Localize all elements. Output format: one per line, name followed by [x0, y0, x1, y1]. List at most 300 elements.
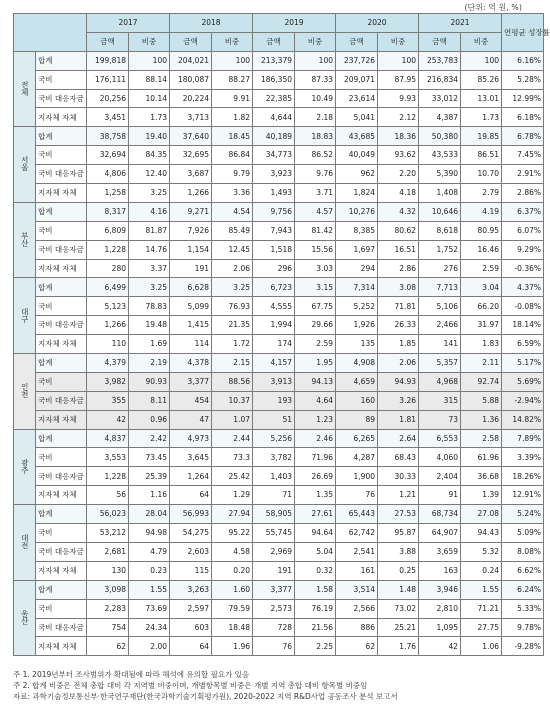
share-cell: 87.33 [295, 70, 336, 89]
share-cell: 86.52 [295, 146, 336, 165]
amount-cell: 5,099 [170, 297, 212, 316]
share-cell: 94.98 [129, 524, 170, 543]
amount-cell: 54,275 [170, 524, 212, 543]
share-cell: 3.36 [212, 184, 253, 203]
amount-cell: 20,256 [87, 89, 129, 108]
amount-cell: 65,443 [336, 505, 378, 524]
share-cell: 1.36 [461, 410, 502, 429]
share-cell: 1.39 [461, 486, 502, 505]
share-cell: 88.14 [129, 70, 170, 89]
region-label [14, 429, 36, 505]
region-label [14, 580, 36, 656]
row-label: 국비 대응자금 [36, 391, 87, 410]
amount-cell: 3,923 [253, 165, 295, 184]
share-cell: 9.76 [295, 165, 336, 184]
share-cell: 1.48 [378, 580, 419, 599]
amount-cell: 37,640 [170, 127, 212, 146]
amount-cell: 2,283 [87, 599, 129, 618]
row-label: 국비 대응자금 [36, 240, 87, 259]
unit-label: (단위: 억 원, %) [464, 3, 522, 12]
share-header: 비중 [129, 32, 170, 51]
row-label: 국비 대응자금 [36, 542, 87, 561]
region-label [14, 354, 36, 430]
amount-cell: 209,071 [336, 70, 378, 89]
share-cell: 2.64 [378, 429, 419, 448]
amount-cell: 50,380 [419, 127, 461, 146]
amount-cell: 280 [87, 259, 129, 278]
share-cell: 10.70 [461, 165, 502, 184]
row-label: 합계 [36, 278, 87, 297]
share-cell: 9.79 [212, 165, 253, 184]
amount-cell: 58,905 [253, 505, 295, 524]
amount-cell: 454 [170, 391, 212, 410]
amount-cell: 1,518 [253, 240, 295, 259]
row-label: 국비 대응자금 [36, 467, 87, 486]
amount-cell: 32,695 [170, 146, 212, 165]
share-cell: 27.08 [461, 505, 502, 524]
share-cell: 3.04 [461, 278, 502, 297]
share-cell: 27.61 [295, 505, 336, 524]
cagr-cell: -2.94% [502, 391, 544, 410]
share-cell: 2.59 [461, 259, 502, 278]
share-cell: 1.96 [212, 637, 253, 656]
amount-cell: 1,415 [170, 316, 212, 335]
year-header: 2018 [170, 14, 253, 33]
table-row [14, 51, 544, 70]
share-cell: 29.66 [295, 316, 336, 335]
amount-cell: 7,314 [336, 278, 378, 297]
amount-cell: 355 [87, 391, 129, 410]
share-cell: 2.42 [129, 429, 170, 448]
table-row [14, 108, 544, 127]
share-cell: 94.43 [461, 524, 502, 543]
amount-cell: 3,913 [253, 372, 295, 391]
region-label [14, 51, 36, 127]
share-cell: 1.85 [378, 335, 419, 354]
amount-cell: 1,266 [170, 184, 212, 203]
share-cell: 85.49 [212, 221, 253, 240]
share-cell: 2.00 [129, 637, 170, 656]
share-cell: 2.20 [378, 165, 419, 184]
share-cell: 0.20 [212, 561, 253, 580]
row-label: 국비 [36, 524, 87, 543]
share-cell: 31.97 [461, 316, 502, 335]
share-cell: 2.18 [295, 108, 336, 127]
share-cell: 27.75 [461, 618, 502, 637]
row-label: 지자체 자체 [36, 108, 87, 127]
amount-cell: 2,541 [336, 542, 378, 561]
share-cell: 81.87 [129, 221, 170, 240]
share-cell: 9.93 [378, 89, 419, 108]
share-cell: 95.87 [378, 524, 419, 543]
row-label: 지자체 자체 [36, 335, 87, 354]
amount-cell: 33,012 [419, 89, 461, 108]
share-cell: 3.71 [295, 184, 336, 203]
amount-cell: 3,263 [170, 580, 212, 599]
row-label: 국비 [36, 448, 87, 467]
amount-cell: 1,824 [336, 184, 378, 203]
amount-cell: 2,573 [253, 599, 295, 618]
amount-cell: 3,553 [87, 448, 129, 467]
cagr-cell: -0.36% [502, 259, 544, 278]
table-row [14, 561, 544, 580]
amount-cell: 160 [336, 391, 378, 410]
share-cell: 1.29 [212, 486, 253, 505]
share-cell: 61.96 [461, 448, 502, 467]
cagr-cell: 2.86% [502, 184, 544, 203]
share-cell: 80.95 [461, 221, 502, 240]
table-row [14, 372, 544, 391]
share-cell: 18.48 [212, 618, 253, 637]
amount-cell: 40,189 [253, 127, 295, 146]
share-cell: 4.54 [212, 202, 253, 221]
amount-cell: 62 [87, 637, 129, 656]
amount-cell: 3,098 [87, 580, 129, 599]
share-cell: 4.19 [461, 202, 502, 221]
row-label: 지자체 자체 [36, 410, 87, 429]
amount-cell: 6,809 [87, 221, 129, 240]
share-cell: 1.55 [129, 580, 170, 599]
amount-cell: 728 [253, 618, 295, 637]
amount-cell: 53,212 [87, 524, 129, 543]
amount-cell: 4,157 [253, 354, 295, 373]
share-cell: 28.04 [129, 505, 170, 524]
cagr-cell: 9.78% [502, 618, 544, 637]
amount-cell: 76 [336, 486, 378, 505]
amount-cell: 73 [419, 410, 461, 429]
amount-cell: 4,060 [419, 448, 461, 467]
share-cell: 1.72 [212, 335, 253, 354]
share-cell: 3.88 [378, 542, 419, 561]
regional-rnd-table [13, 13, 550, 656]
share-cell: 8.11 [129, 391, 170, 410]
amount-cell: 130 [87, 561, 129, 580]
amount-cell: 64,907 [419, 524, 461, 543]
share-cell: 71.21 [461, 599, 502, 618]
region-name: 인천 [20, 383, 30, 399]
share-cell: 81.42 [295, 221, 336, 240]
amount-cell: 3,687 [170, 165, 212, 184]
region-label [14, 202, 36, 278]
row-label: 지자체 자체 [36, 561, 87, 580]
amount-cell: 89 [336, 410, 378, 429]
share-cell: 73.3 [212, 448, 253, 467]
share-cell: 19.48 [129, 316, 170, 335]
share-cell: 2.58 [461, 429, 502, 448]
amount-cell: 114 [170, 335, 212, 354]
cagr-header: 연평균 성장률 [502, 14, 544, 52]
region-name: 대구 [20, 307, 30, 323]
row-label: 합계 [36, 202, 87, 221]
amount-cell: 7,713 [419, 278, 461, 297]
amount-cell: 1,994 [253, 316, 295, 335]
row-label: 국비 [36, 146, 87, 165]
share-cell: 16.46 [461, 240, 502, 259]
row-label: 합계 [36, 354, 87, 373]
table-row [14, 221, 544, 240]
share-cell: 1.73 [461, 108, 502, 127]
amount-cell: 1,752 [419, 240, 461, 259]
table-row [14, 259, 544, 278]
cagr-cell: 18.14% [502, 316, 544, 335]
year-header: 2019 [253, 14, 336, 33]
row-label: 국비 대응자금 [36, 165, 87, 184]
share-cell: 12.40 [129, 165, 170, 184]
amount-cell: 199,818 [87, 51, 129, 70]
cagr-cell: 5.24% [502, 505, 544, 524]
amount-cell: 2,603 [170, 542, 212, 561]
cagr-cell: 6.18% [502, 108, 544, 127]
share-cell: 2.46 [295, 429, 336, 448]
table-row [14, 278, 544, 297]
amount-cell: 9,271 [170, 202, 212, 221]
amount-cell: 204,021 [170, 51, 212, 70]
table-row [14, 599, 544, 618]
amount-cell: 3,782 [253, 448, 295, 467]
amount-cell: 174 [253, 335, 295, 354]
amount-cell: 40,049 [336, 146, 378, 165]
amount-cell: 191 [170, 259, 212, 278]
share-cell: 5.04 [295, 542, 336, 561]
cagr-cell: 5.28% [502, 70, 544, 89]
share-cell: 4.64 [295, 391, 336, 410]
share-cell: 73.45 [129, 448, 170, 467]
amount-cell: 3,946 [419, 580, 461, 599]
amount-cell: 2,597 [170, 599, 212, 618]
cagr-cell: -9.28% [502, 637, 544, 656]
amount-cell: 32,694 [87, 146, 129, 165]
amount-cell: 4,555 [253, 297, 295, 316]
share-cell: 9.91 [212, 89, 253, 108]
cagr-cell: -0.08% [502, 297, 544, 316]
share-cell: 92.74 [461, 372, 502, 391]
amount-cell: 1,926 [336, 316, 378, 335]
share-cell: 19.85 [461, 127, 502, 146]
amount-cell: 1,493 [253, 184, 295, 203]
share-cell: 86.51 [461, 146, 502, 165]
share-cell: 1.58 [295, 580, 336, 599]
table-body [14, 51, 544, 656]
region-name: 부산 [20, 231, 30, 247]
amount-cell: 3,713 [170, 108, 212, 127]
cagr-cell: 6.59% [502, 335, 544, 354]
share-cell: 95.22 [212, 524, 253, 543]
amount-cell: 886 [336, 618, 378, 637]
amount-cell: 3,659 [419, 542, 461, 561]
cagr-cell: 6.24% [502, 580, 544, 599]
share-cell: 100 [212, 51, 253, 70]
amount-cell: 64 [170, 637, 212, 656]
table-row [14, 354, 544, 373]
share-header: 비중 [212, 32, 253, 51]
region-label [14, 127, 36, 203]
cagr-cell: 6.78% [502, 127, 544, 146]
share-cell: 94.64 [295, 524, 336, 543]
share-cell: 4.58 [212, 542, 253, 561]
row-label: 국비 대응자금 [36, 316, 87, 335]
amount-cell: 253,783 [419, 51, 461, 70]
amount-cell: 5,252 [336, 297, 378, 316]
year-header: 2021 [419, 14, 502, 33]
share-cell: 76.93 [212, 297, 253, 316]
amount-cell: 8,317 [87, 202, 129, 221]
region-name: 울산 [20, 609, 30, 625]
amount-cell: 603 [170, 618, 212, 637]
amount-cell: 64 [170, 486, 212, 505]
amount-cell: 6,723 [253, 278, 295, 297]
row-label: 국비 [36, 70, 87, 89]
amount-cell: 5,390 [419, 165, 461, 184]
share-cell: 19.40 [129, 127, 170, 146]
share-cell: 1.23 [295, 410, 336, 429]
amount-cell: 3,514 [336, 580, 378, 599]
region-label [14, 278, 36, 354]
amount-cell: 43,685 [336, 127, 378, 146]
share-cell: 15.56 [295, 240, 336, 259]
amount-cell: 141 [419, 335, 461, 354]
share-cell: 5.32 [461, 542, 502, 561]
amount-header: 금액 [336, 32, 378, 51]
share-cell: 3.25 [129, 278, 170, 297]
amount-cell: 71 [253, 486, 295, 505]
share-cell: 25.42 [212, 467, 253, 486]
share-cell: 4.79 [129, 542, 170, 561]
share-cell: 73.02 [378, 599, 419, 618]
amount-cell: 5,041 [336, 108, 378, 127]
amount-header: 금액 [419, 32, 461, 51]
cagr-cell: 7.89% [502, 429, 544, 448]
share-cell: 100 [295, 51, 336, 70]
amount-cell: 8,618 [419, 221, 461, 240]
cagr-cell: 12.91% [502, 486, 544, 505]
share-cell: 79.59 [212, 599, 253, 618]
amount-cell: 6,553 [419, 429, 461, 448]
region-label [14, 505, 36, 581]
share-cell: 78.83 [129, 297, 170, 316]
cagr-cell: 5.33% [502, 599, 544, 618]
share-cell: 71.96 [295, 448, 336, 467]
amount-cell: 1,228 [87, 240, 129, 259]
row-label: 합계 [36, 580, 87, 599]
amount-cell: 5,256 [253, 429, 295, 448]
table-row [14, 184, 544, 203]
region-name: 전체 [20, 80, 30, 96]
table-row [14, 146, 544, 165]
table-row [14, 637, 544, 656]
share-cell: 1.16 [129, 486, 170, 505]
amount-cell: 1,095 [419, 618, 461, 637]
share-cell: 93.62 [378, 146, 419, 165]
row-label: 국비 대응자금 [36, 618, 87, 637]
table-row [14, 89, 544, 108]
amount-cell: 68,734 [419, 505, 461, 524]
cagr-cell: 4.37% [502, 278, 544, 297]
table-row [14, 410, 544, 429]
cagr-cell: 9.29% [502, 240, 544, 259]
share-cell: 1.60 [212, 580, 253, 599]
cagr-cell: 7.45% [502, 146, 544, 165]
amount-cell: 315 [419, 391, 461, 410]
amount-cell: 42 [419, 637, 461, 656]
share-cell: 3.03 [295, 259, 336, 278]
share-cell: 2.12 [378, 108, 419, 127]
share-cell: 1.95 [295, 354, 336, 373]
amount-cell: 115 [170, 561, 212, 580]
amount-cell: 3,645 [170, 448, 212, 467]
share-cell: 27.94 [212, 505, 253, 524]
cagr-cell: 18.26% [502, 467, 544, 486]
table-row [14, 70, 544, 89]
share-cell: 12.45 [212, 240, 253, 259]
cagr-cell: 5.09% [502, 524, 544, 543]
amount-cell: 3,377 [253, 580, 295, 599]
row-label: 지자체 자체 [36, 259, 87, 278]
amount-cell: 2,810 [419, 599, 461, 618]
table-row [14, 316, 544, 335]
cagr-cell: 2.91% [502, 165, 544, 184]
table-row [14, 542, 544, 561]
share-cell: 2.15 [212, 354, 253, 373]
amount-cell: 180,087 [170, 70, 212, 89]
share-cell: 27.53 [378, 505, 419, 524]
year-header: 2017 [87, 14, 170, 33]
row-label: 국비 [36, 221, 87, 240]
share-cell: 88.56 [212, 372, 253, 391]
row-label: 합계 [36, 127, 87, 146]
table-row [14, 580, 544, 599]
share-cell: 25.39 [129, 467, 170, 486]
amount-cell: 4,968 [419, 372, 461, 391]
amount-cell: 4,973 [170, 429, 212, 448]
share-cell: 3.15 [295, 278, 336, 297]
footnote: 주 1. 2019년부터 조사범위가 확대됨에 따라 해석에 유의할 필요가 있음 [13, 670, 250, 679]
amount-cell: 7,943 [253, 221, 295, 240]
share-cell: 3.25 [212, 278, 253, 297]
share-cell: 90.93 [129, 372, 170, 391]
share-cell: 30.33 [378, 467, 419, 486]
amount-cell: 4,379 [87, 354, 129, 373]
share-cell: 1.21 [378, 486, 419, 505]
amount-cell: 8,385 [336, 221, 378, 240]
share-cell: 18.45 [212, 127, 253, 146]
footnotes [13, 669, 523, 702]
amount-cell: 3,982 [87, 372, 129, 391]
share-cell: 26.33 [378, 316, 419, 335]
share-cell: 10.37 [212, 391, 253, 410]
amount-cell: 1,697 [336, 240, 378, 259]
amount-cell: 38,758 [87, 127, 129, 146]
amount-cell: 5,357 [419, 354, 461, 373]
share-cell: 1.06 [461, 637, 502, 656]
amount-cell: 62 [336, 637, 378, 656]
cagr-cell: 8.08% [502, 542, 544, 561]
amount-cell: 2,969 [253, 542, 295, 561]
share-cell: 0.24 [461, 561, 502, 580]
amount-cell: 186,350 [253, 70, 295, 89]
share-cell: 87.95 [378, 70, 419, 89]
amount-cell: 1,154 [170, 240, 212, 259]
amount-cell: 4,378 [170, 354, 212, 373]
cagr-cell: 3.39% [502, 448, 544, 467]
amount-cell: 754 [87, 618, 129, 637]
share-cell: 0.25 [378, 561, 419, 580]
amount-cell: 22,385 [253, 89, 295, 108]
amount-header: 금액 [253, 32, 295, 51]
amount-cell: 51 [253, 410, 295, 429]
table-row [14, 448, 544, 467]
share-cell: 3.08 [378, 278, 419, 297]
amount-cell: 191 [253, 561, 295, 580]
